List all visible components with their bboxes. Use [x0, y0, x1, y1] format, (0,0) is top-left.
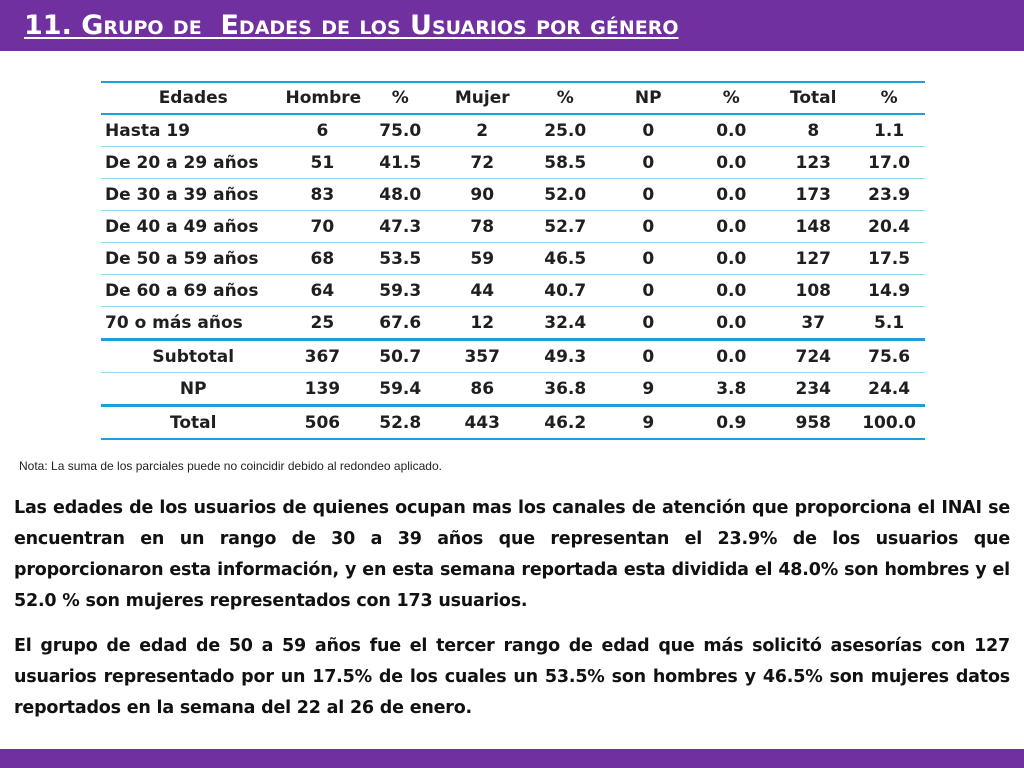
table-cell: 724: [773, 340, 853, 373]
age-gender-table-container: [101, 81, 925, 440]
table-cell: 48.0: [359, 179, 441, 211]
table-cell: 173: [773, 179, 853, 211]
table-cell: 0: [607, 307, 689, 340]
row-label: De 20 a 29 años: [101, 147, 285, 179]
table-cell: 0.0: [689, 114, 773, 147]
column-header: %: [359, 82, 441, 114]
table-row: [101, 243, 925, 275]
table-cell: 52.7: [523, 211, 607, 243]
total-row: [101, 406, 925, 440]
table-cell: 0: [607, 340, 689, 373]
table-cell: 506: [285, 406, 359, 440]
table-cell: 12: [441, 307, 523, 340]
table-cell: 6: [285, 114, 359, 147]
table-cell: 86: [441, 373, 523, 406]
table-cell: 0.0: [689, 147, 773, 179]
row-label: De 60 a 69 años: [101, 275, 285, 307]
table-cell: 0: [607, 243, 689, 275]
table-cell: 47.3: [359, 211, 441, 243]
table-cell: 20.4: [853, 211, 925, 243]
column-header: %: [523, 82, 607, 114]
table-cell: 0.0: [689, 243, 773, 275]
table-cell: 75.6: [853, 340, 925, 373]
table-cell: 0: [607, 275, 689, 307]
table-cell: 0.0: [689, 179, 773, 211]
row-label: Total: [101, 406, 285, 440]
table-cell: 0.9: [689, 406, 773, 440]
table-body: [101, 114, 925, 439]
table-cell: 0: [607, 179, 689, 211]
table-cell: 0: [607, 114, 689, 147]
table-cell: 59.4: [359, 373, 441, 406]
table-cell: 17.5: [853, 243, 925, 275]
table-cell: 127: [773, 243, 853, 275]
row-label: De 50 a 59 años: [101, 243, 285, 275]
column-header: %: [689, 82, 773, 114]
row-label: 70 o más años: [101, 307, 285, 340]
row-label: NP: [101, 373, 285, 406]
table-cell: 367: [285, 340, 359, 373]
column-header: %: [853, 82, 925, 114]
column-header: Edades: [101, 82, 285, 114]
table-cell: 72: [441, 147, 523, 179]
table-cell: 3.8: [689, 373, 773, 406]
table-header-row: [101, 82, 925, 114]
table-cell: 53.5: [359, 243, 441, 275]
table-cell: 46.2: [523, 406, 607, 440]
table-cell: 25.0: [523, 114, 607, 147]
table-cell: 58.5: [523, 147, 607, 179]
table-cell: 0.0: [689, 307, 773, 340]
table-row: [101, 307, 925, 340]
table-cell: 32.4: [523, 307, 607, 340]
table-cell: 0: [607, 147, 689, 179]
table-note: Nota: La suma de los parciales puede no coincidir debido al redondeo aplicado.: [19, 459, 442, 473]
table-cell: 67.6: [359, 307, 441, 340]
table-cell: 44: [441, 275, 523, 307]
age-gender-table: [101, 81, 925, 440]
table-cell: 5.1: [853, 307, 925, 340]
table-cell: 0.0: [689, 275, 773, 307]
table-cell: 46.5: [523, 243, 607, 275]
table-cell: 9: [607, 373, 689, 406]
table-cell: 75.0: [359, 114, 441, 147]
table-cell: 2: [441, 114, 523, 147]
table-cell: 0.0: [689, 211, 773, 243]
subtotal-row: [101, 340, 925, 373]
row-label: Hasta 19: [101, 114, 285, 147]
table-cell: 17.0: [853, 147, 925, 179]
summary-paragraph-2: El grupo de edad de 50 a 59 años fue el tercer rango de edad que más solicitó asesorías con 127 usuarios representado por un 17.5% de los cuales un 53.5% son hombres y 46.5% son mujeres datos reportados en la semana del 22 al 26 de enero.: [14, 636, 1010, 718]
table-cell: 357: [441, 340, 523, 373]
table-cell: 0.0: [689, 340, 773, 373]
footer-bar: [0, 749, 1024, 768]
table-cell: 70: [285, 211, 359, 243]
summary-paragraph-1: Las edades de los usuarios de quienes ocupan mas los canales de atención que proporciona el INAI se encuentran en un rango de 30 a 39 años que representan el 23.9% de los usuarios que proporcionaron esta información, y en esta semana reportada esta dividida el 48.0% son hombres y el 52.0 % son mujeres representados con 173 usuarios.: [14, 498, 1010, 611]
table-cell: 83: [285, 179, 359, 211]
table-cell: 59: [441, 243, 523, 275]
table-cell: 36.8: [523, 373, 607, 406]
table-row: [101, 114, 925, 147]
row-label: De 30 a 39 años: [101, 179, 285, 211]
column-header: Mujer: [441, 82, 523, 114]
table-cell: 41.5: [359, 147, 441, 179]
table-cell: 78: [441, 211, 523, 243]
table-cell: 443: [441, 406, 523, 440]
table-cell: 40.7: [523, 275, 607, 307]
table-cell: 123: [773, 147, 853, 179]
table-cell: 51: [285, 147, 359, 179]
table-cell: 139: [285, 373, 359, 406]
table-row: [101, 211, 925, 243]
table-cell: 24.4: [853, 373, 925, 406]
slide-title: 11. Grupo de Edades de los Usuarios por género: [24, 10, 679, 41]
table-row: [101, 275, 925, 307]
table-cell: 25: [285, 307, 359, 340]
title-bar: [0, 0, 1024, 51]
table-cell: 50.7: [359, 340, 441, 373]
table-cell: 234: [773, 373, 853, 406]
table-cell: 108: [773, 275, 853, 307]
table-cell: 52.0: [523, 179, 607, 211]
table-cell: 49.3: [523, 340, 607, 373]
table-row: [101, 179, 925, 211]
column-header: Hombre: [285, 82, 359, 114]
table-cell: 8: [773, 114, 853, 147]
table-cell: 68: [285, 243, 359, 275]
table-cell: 37: [773, 307, 853, 340]
table-cell: 90: [441, 179, 523, 211]
table-row: [101, 147, 925, 179]
table-cell: 23.9: [853, 179, 925, 211]
table-cell: 1.1: [853, 114, 925, 147]
table-cell: 148: [773, 211, 853, 243]
column-header: NP: [607, 82, 689, 114]
row-label: De 40 a 49 años: [101, 211, 285, 243]
column-header: Total: [773, 82, 853, 114]
table-cell: 52.8: [359, 406, 441, 440]
table-cell: 59.3: [359, 275, 441, 307]
table-cell: 64: [285, 275, 359, 307]
np-row: [101, 373, 925, 406]
table-cell: 958: [773, 406, 853, 440]
row-label: Subtotal: [101, 340, 285, 373]
table-cell: 100.0: [853, 406, 925, 440]
table-cell: 0: [607, 211, 689, 243]
table-cell: 9: [607, 406, 689, 440]
table-cell: 14.9: [853, 275, 925, 307]
